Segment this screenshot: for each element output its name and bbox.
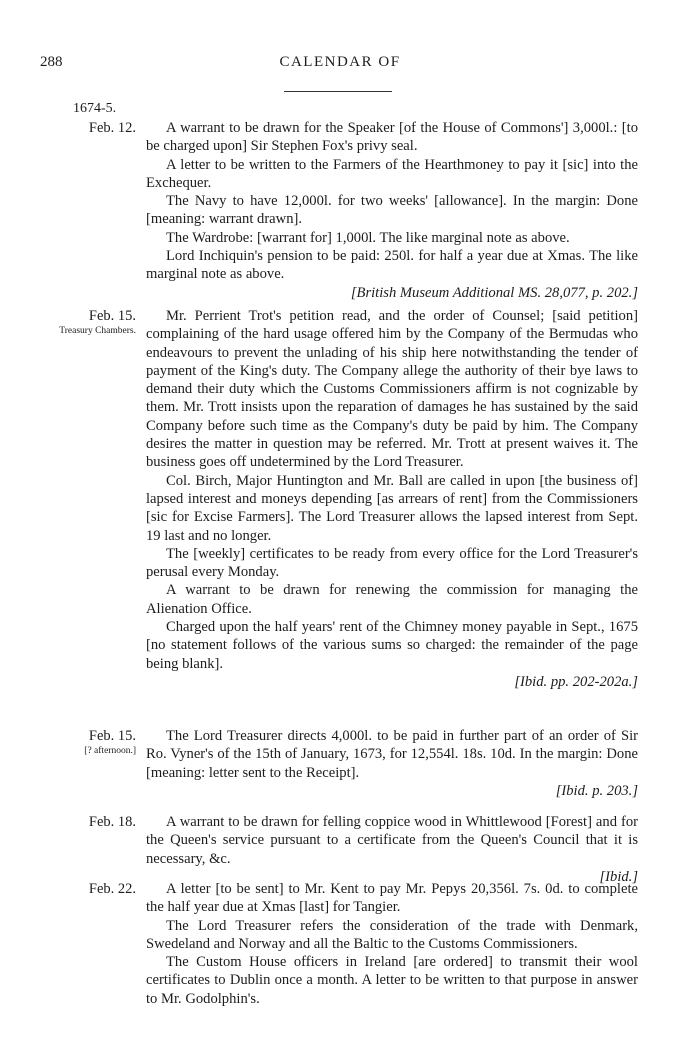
source-reference: [Ibid. pp. 202-202a.] xyxy=(514,673,638,690)
entry-date: Feb. 18. xyxy=(88,814,136,830)
paragraph: Mr. Perrient Trot's petition read, and the order of Counsel; [said petition] complaining of the hard usage offered him by the Company of the Bermudas who endeavours to prevent the unlading of his ship here notwithstanding the tender of payment of the King's duty. The Company allege the authority of their bye laws to demand their duty which the Customs Commissioners affirm is not cognizable by them. Mr. Trott insists upon the reparation of damages he has sustained by the said Company before such time as the Company's duty be paid by him. The Company desires the matter in question may be referred. Mr. Trott at present waives it. The business goes off undetermined by the Lord Treasurer. xyxy=(146,308,638,471)
paragraph: The [weekly] certificates to be ready from every office for the Lord Treasurer's perusal every Monday. xyxy=(146,545,638,581)
running-head: CALENDAR OF xyxy=(279,54,401,70)
source-reference: [British Museum Additional MS. 28,077, p. 202.] xyxy=(350,284,638,301)
paragraph: Col. Birch, Major Huntington and Mr. Ball are called in upon [the business of] lapsed interest and moneys depending [as arrears of rent] from the Commissioners [sic for Excise Farmers]. The Lord Treasurer allows the lapsed interest from Sept. 19 last and no longer. xyxy=(146,472,638,544)
year-label: 1674-5. xyxy=(73,101,117,116)
paragraph: A warrant to be drawn for the Speaker [of the House of Commons'] 3,000l.: [to be charged upon] Sir Stephen Fox's privy seal. xyxy=(146,120,638,155)
paragraph: Charged upon the half years' rent of the Chimney money payable in Sept., 1675 [no statement follows of the various sums so charged: the remainder of the page being blank]. xyxy=(146,619,638,672)
entry-subnote: Treasury Chambers. xyxy=(59,326,136,336)
paragraph: A warrant to be drawn for felling coppice wood in Whittlewood [Forest] and for the Queen's service pursuant to a certificate from the Queen's Council that it is necessary, &c. xyxy=(146,814,638,867)
paragraph: The Wardrobe: [warrant for] 1,000l. The like marginal note as above. xyxy=(166,229,570,246)
entry-body xyxy=(146,119,638,302)
entry-date: Feb. 12. xyxy=(88,120,136,136)
paragraph: A letter [to be sent] to Mr. Kent to pay Mr. Pepys 20,356l. 7s. 0d. to complete the half year due at Xmas [last] for Tangier. xyxy=(146,881,638,916)
entry-subnote: [? afternoon.] xyxy=(84,746,136,756)
entry-date: Feb. 22. xyxy=(88,881,136,897)
paragraph: The Navy to have 12,000l. for two weeks' [allowance]. In the margin: Done [meaning: warrant drawn]. xyxy=(146,193,638,228)
entry-body xyxy=(146,307,638,691)
entry-body xyxy=(146,813,638,886)
page-header xyxy=(40,54,640,78)
source-reference: [Ibid. p. 203.] xyxy=(555,782,638,799)
header-rule xyxy=(284,91,392,92)
paragraph: The Custom House officers in Ireland [are ordered] to transmit their wool certificates to Dublin once a month. A letter to be written to that purpose in answer to Mr. Godolphin's. xyxy=(146,954,638,1007)
entry-date: Feb. 15. [? afternoon.] xyxy=(40,727,136,757)
paragraph: The Lord Treasurer directs 4,000l. to be paid in further part of an order of Sir Ro. Vyner's of the 15th of January, 1673, for 12,554l. 18s. 10d. In the margin: Done [meaning: letter sent to the Receipt]. xyxy=(146,728,638,781)
paragraph: A letter to be written to the Farmers of the Hearthmoney to pay it [sic] into the Exchequer. xyxy=(146,156,638,191)
entry-date: Feb. 15. Treasury Chambers. xyxy=(40,307,136,337)
paragraph: A warrant to be drawn for renewing the commission for managing the Alienation Office. xyxy=(146,582,638,617)
entry-body xyxy=(146,727,638,800)
paragraph: Lord Inchiquin's pension to be paid: 250l. for half a year due at Xmas. The like marginal note as above. xyxy=(146,248,638,283)
entry-body xyxy=(146,880,638,1008)
source-reference: [Ibid.] xyxy=(599,868,638,885)
page-number: 288 xyxy=(40,54,63,70)
paragraph: The Lord Treasurer refers the consideration of the trade with Denmark, Swedeland and Norway and all the Baltic to the Customs Commissioners. xyxy=(146,917,638,952)
